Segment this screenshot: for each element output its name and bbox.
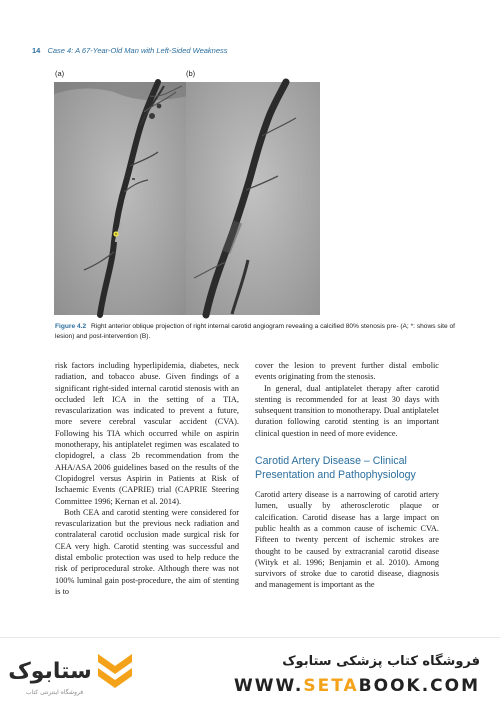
paragraph: risk factors including hyperlipidemia, diabetes, neck radiation, and tobacco abuse. Given findings of a significant right-sided internal carotid stenosis with an occluded left ICA in the setting of a TIA, revascularization was indicated to prevent a future, more severe cerebral vascular accident (CVA). Following his TIA which occurred while on aspirin monotherapy, his antiplatelet regimen was escalated to clopidogrel, a class 2b recommendation from the AHA/ASA 2006 guidelines based on the results of the Clopidogrel versus Aspirin in Patients at Risk of Ischaemic Events (CAPRIE) trial (CAPRIE Steering Committee 1996; Kernan et al. 2014). (55, 361, 239, 506)
url-suffix: BOOK.COM (358, 676, 480, 696)
paragraph: Carotid artery disease is a narrowing of carotid artery lumen, usually by atherosclerotic plaque or calcification. Carotid disease has a large impact on public health as a common cause of ischemic CVA. Fifteen to twenty percent of ischemic strokes are thought to be caused by extracranial carotid disease (Wityk et al. 1996; Benjamin et al. 2010). Among survivors of stroke due to carotid disease, diagnosis and management is important as the (255, 490, 439, 590)
text-column-right (255, 360, 439, 591)
paragraph: cover the lesion to prevent further distal embolic events originating from the stenosis. (255, 361, 439, 382)
angiogram-pre-intervention (54, 82, 188, 315)
url-highlight: SETA (303, 676, 359, 696)
panel-a-label: (a) (55, 69, 65, 78)
logo-caption: فروشگاه اینترنتی کتاب (26, 689, 84, 696)
setabook-logo (8, 648, 92, 692)
figure-caption-text: Right anterior oblique projection of right internal carotid angiogram revealing a calcified 80% stenosis pre- (A; *: shows site of lesion) and post-intervention (B). (55, 323, 455, 340)
figure-caption (55, 322, 475, 342)
paragraph: In general, dual antiplatelet therapy after carotid stenting is recommended for at least 30 days with subsequent transition to monotherapy. Dual antiplatelet duration following carotid stenting is an important clinical question in need of more evidence. (255, 383, 439, 438)
store-url (234, 676, 480, 696)
running-title: Case 4: A 67-Year-Old Man with Left-Sided Weakness (47, 46, 228, 55)
angiogram-post-intervention (186, 82, 320, 315)
paragraph: Both CEA and carotid stenting were considered for revascularization but the previous neck radiation and contralateral carotid occlusion made surgical risk for CEA very high. Carotid stenting was successful and distal embolic protection was used to help reduce the risk of periprocedural stroke. Although there was not 100% luminal gain post-procedure, the aim of stenting is to (55, 507, 239, 596)
store-name: فروشگاه کتاب پزشکی ستابوک (282, 654, 480, 669)
chevron-logo-icon (94, 650, 136, 690)
url-prefix: WWW. (234, 676, 304, 696)
running-header (32, 46, 228, 55)
store-watermark-banner (0, 637, 500, 701)
section-heading: Carotid Artery Disease – Clinical Presentation and Pathophysiology (255, 455, 416, 481)
lesion-marker-icon (113, 231, 118, 236)
figure-label: Figure 4.2 (55, 323, 87, 330)
page-number: 14 (32, 46, 41, 55)
text-column-left (55, 360, 239, 597)
panel-b-label: (b) (186, 69, 196, 78)
logo-wordmark: ستابوک (8, 659, 92, 684)
